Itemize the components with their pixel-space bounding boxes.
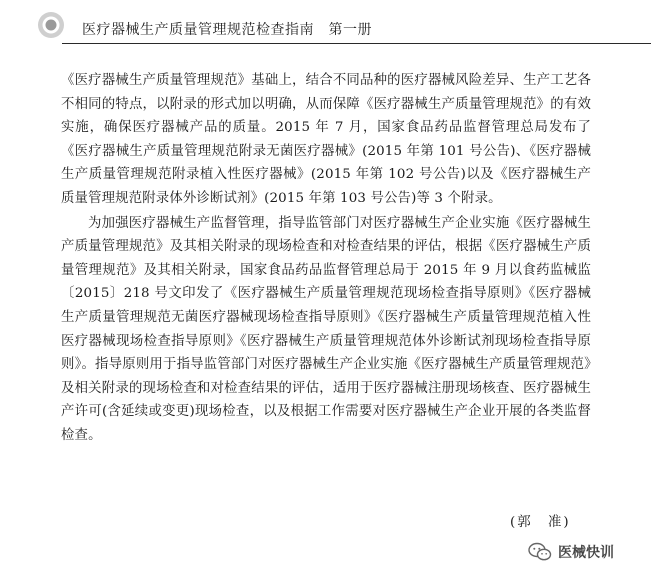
author-attribution: (郭 准) <box>510 515 571 530</box>
paragraph-2: 为加强医疗器械生产监督管理，指导监管部门对医疗器械生产企业实施《医疗器械生产质量管理规范》及其相关附录的现场检查和对检查结果的评估，根据《医疗器械生产质量管理规范》及其相关附录，国家食品药品监督管理总局于 2015 年 9 月以食药监械监〔2015〕218 号文印发了《医疗器械生产质量管理规范现场检查指导原则》《医疗器械生产质量管理规范无菌医疗器械现场检查指导原则》《医疗器械生产质量管理规范植入性医疗器械现场检查指导原则》《医疗器械生产质量管理规范体外诊断试剂现场检查指导原则》。指导原则用于指导监管部门对医疗器械生产企业实施《医疗器械生产质量管理规范》及相关附录的现场检查和对检查结果的评估，适用于医疗器械注册现场核查、医疗器械生产许可(含延续或变更)现场检查，以及根据工作需要对医疗器械生产企业开展的各类监督检查。 <box>61 215 591 443</box>
paragraph-1: 《医疗器械生产质量管理规范》基础上，结合不同品种的医疗器械风险差异、生产工艺各不相同的特点，以附录的形式加以明确，从而保障《医疗器械生产质量管理规范》的有效实施，确保医疗器械产品的质量。2015 年 7 月，国家食品药品监督管理总局发布了《医疗器械生产质量管理规范附录无菌医疗器械》(2015 年第 101 号公告)、《医疗器械生产质量管理规范附录植入性医疗器械》(2015 年第 102 号公告)以及《医疗器械生产质量管理规范附录体外诊断试剂》(2015 年第 103 号公告)等 3 个附录。 <box>61 73 591 206</box>
running-header-title: 医疗器械生产质量管理规范检查指南 第一册 <box>82 22 372 38</box>
document-body <box>61 69 591 448</box>
header-divider <box>62 43 651 44</box>
wechat-icon <box>528 542 552 562</box>
watermark <box>528 540 614 564</box>
decorative-circle-icon <box>36 10 66 40</box>
watermark-text: 医械快训 <box>558 545 614 561</box>
